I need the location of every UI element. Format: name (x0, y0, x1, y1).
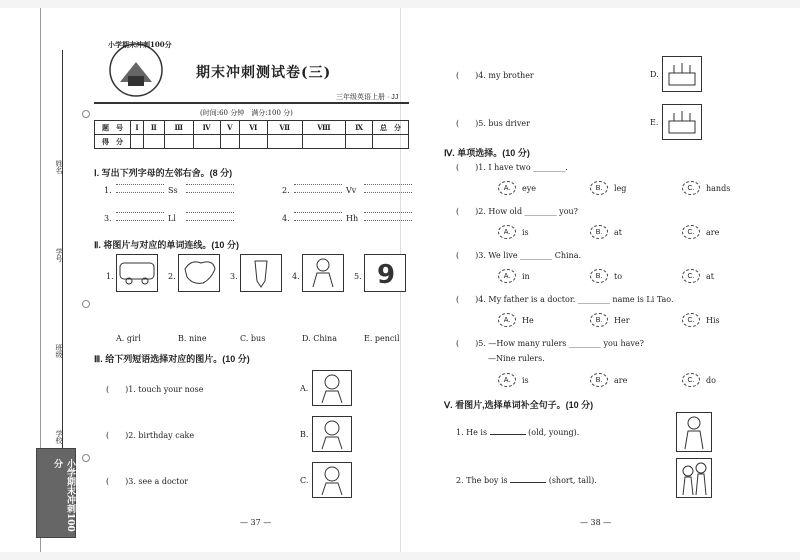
option-c-bubble[interactable]: C. (682, 373, 700, 387)
score-cell[interactable] (193, 135, 220, 149)
option-b-bubble[interactable]: B. (590, 181, 608, 195)
score-header-cell: Ⅷ (302, 121, 345, 135)
section-2-heading: Ⅱ. 将图片与对应的单词连线。(10 分) (94, 240, 239, 250)
letter-write-box-right[interactable] (364, 212, 412, 221)
section-5-heading: Ⅴ. 看图片,选择单词补全句子。(10 分) (444, 400, 594, 410)
score-cell[interactable] (373, 135, 409, 149)
pencil-picture (240, 254, 282, 292)
option-c-bubble[interactable]: C. (682, 313, 700, 327)
spine-band (36, 448, 76, 538)
option-text: is (522, 376, 529, 385)
binding-hole (82, 300, 90, 308)
boy-sitting-picture (662, 104, 702, 140)
score-header-cell: Ⅳ (193, 121, 220, 135)
option-text: eye (522, 184, 536, 193)
option-b-bubble[interactable]: B. (590, 373, 608, 387)
page-number-37: — 37 — (240, 518, 272, 527)
bus-picture (116, 254, 158, 292)
picture-option-letter: B. (300, 430, 309, 439)
page-number-38: — 38 — (580, 518, 612, 527)
score-cell[interactable] (267, 135, 302, 149)
picture-number: 2. (168, 272, 176, 281)
exam-time: (时间:60 分钟 满分:100 分) (200, 109, 293, 117)
letter-write-box-left[interactable] (116, 184, 164, 193)
score-table (94, 120, 409, 149)
score-cell[interactable] (143, 135, 164, 149)
answer-blank[interactable] (490, 434, 526, 435)
fill-sentence (456, 476, 597, 485)
divider (94, 102, 409, 104)
binding-hole (82, 110, 90, 118)
letter-item-number: 3. (104, 214, 112, 223)
score-header-cell: 总 分 (373, 121, 409, 135)
logo-text: 小学期末冲刺100分 (108, 40, 172, 49)
score-cell[interactable] (240, 135, 267, 149)
phrase-item[interactable]: ( )5. bus driver (456, 119, 530, 128)
option-text: are (706, 228, 720, 237)
question-text: ( )5. —How many rulers ________ you have? (456, 339, 644, 348)
name-label: 姓名 (55, 160, 63, 174)
picture-number: 3. (230, 272, 238, 281)
option-a-bubble[interactable]: A. (498, 181, 516, 195)
score-cell[interactable] (346, 135, 373, 149)
option-b-bubble[interactable]: B. (590, 313, 608, 327)
score-header-cell: Ⅶ (267, 121, 302, 135)
page-title: 期末冲刺测试卷(三) (196, 65, 332, 81)
letter-item-number: 4. (282, 214, 290, 223)
option-text: do (706, 376, 716, 385)
score-cell[interactable] (302, 135, 345, 149)
letter-write-box-right[interactable] (186, 212, 234, 221)
score-row-label: 得 分 (95, 135, 131, 149)
letter-write-box-left[interactable] (294, 184, 342, 193)
option-text: are (614, 376, 628, 385)
birthday-cake-picture (312, 416, 352, 452)
binding-hole (82, 454, 90, 462)
option-c-bubble[interactable]: C. (682, 269, 700, 283)
picture-option-letter: C. (300, 476, 309, 485)
score-header-cell: Ⅰ (131, 121, 144, 135)
option-text: is (522, 228, 529, 237)
grade-label: 三年级英语上册 · JJ (336, 94, 399, 101)
score-header-cell: 题 号 (95, 121, 131, 135)
word-option[interactable]: D. China (302, 334, 337, 343)
option-a-bubble[interactable]: A. (498, 225, 516, 239)
letter-pair: Vv (346, 186, 357, 195)
question-text: ( )4. My father is a doctor. ________ name is Li Tao. (456, 295, 674, 304)
phrase-item[interactable]: ( )1. touch your nose (106, 385, 204, 394)
boys-picture-2 (676, 458, 712, 498)
nine-picture (364, 254, 406, 292)
option-text: to (614, 272, 623, 281)
option-b-bubble[interactable]: B. (590, 269, 608, 283)
student-id-label: 学号 (55, 248, 63, 262)
letter-item-number: 2. (282, 186, 290, 195)
section-3-heading: Ⅲ. 给下列短语选择对应的图片。(10 分) (94, 354, 250, 364)
birthday-cake-candles-picture (662, 56, 702, 92)
option-text: He (522, 316, 534, 325)
score-cell[interactable] (164, 135, 193, 149)
score-header-cell: Ⅵ (240, 121, 267, 135)
option-b-bubble[interactable]: B. (590, 225, 608, 239)
letter-write-box-right[interactable] (364, 184, 412, 193)
option-text: hands (706, 184, 731, 193)
boy-picture-1 (676, 412, 712, 452)
letter-pair: Ss (168, 186, 178, 195)
option-a-bubble[interactable]: A. (498, 269, 516, 283)
option-text: at (706, 272, 714, 281)
letter-pair: Ll (168, 214, 176, 223)
score-cell[interactable] (220, 135, 239, 149)
picture-number: 1. (106, 272, 114, 281)
class-label: 班级 (55, 344, 63, 358)
picture-number: 5. (354, 272, 362, 281)
option-c-bubble[interactable]: C. (682, 225, 700, 239)
score-header-cell: Ⅸ (346, 121, 373, 135)
question-text: ( )1. I have two ________. (456, 163, 568, 172)
picture-option-letter: E. (650, 118, 659, 127)
fill-sentence (456, 428, 579, 437)
option-text: Her (614, 316, 630, 325)
picture-option-letter: D. (650, 70, 659, 79)
picture-option-letter: A. (300, 384, 309, 393)
question-text: ( )2. How old ________ you? (456, 207, 578, 216)
fill-line (62, 50, 63, 490)
sentence-start: 2. The boy is (456, 476, 511, 485)
score-header-cell: Ⅱ (143, 121, 164, 135)
option-c-bubble[interactable]: C. (682, 181, 700, 195)
letter-pair: Hh (346, 214, 359, 223)
sentence-end: (short, tall). (546, 476, 597, 485)
option-text: leg (614, 184, 627, 193)
option-a-bubble[interactable]: A. (498, 313, 516, 327)
score-header-cell: Ⅲ (164, 121, 193, 135)
section-4-heading: Ⅳ. 单项选择。(10 分) (444, 148, 530, 158)
doctor-picture (312, 462, 352, 498)
score-cell[interactable] (131, 135, 144, 149)
score-header-cell: Ⅴ (220, 121, 239, 135)
girl-picture (302, 254, 344, 292)
phrase-item[interactable]: ( )4. my brother (456, 71, 534, 80)
china-map-picture (178, 254, 220, 292)
option-text: His (706, 316, 720, 325)
letter-item-number: 1. (104, 186, 112, 195)
word-option[interactable]: A. girl (116, 334, 141, 343)
word-option[interactable]: E. pencil (364, 334, 400, 343)
option-a-bubble[interactable]: A. (498, 373, 516, 387)
phrase-item[interactable]: ( )2. birthday cake (106, 431, 195, 440)
answer-blank[interactable] (510, 482, 546, 483)
sentence-start: 1. He is (456, 428, 490, 437)
touch-nose-picture (312, 370, 352, 406)
letter-write-box-left[interactable] (116, 212, 164, 221)
school-label: 学校 (55, 430, 63, 444)
letter-write-box-left[interactable] (294, 212, 342, 221)
word-option[interactable]: C. bus (240, 334, 266, 343)
question-text: ( )3. We live ________ China. (456, 251, 582, 260)
option-text: in (522, 272, 530, 281)
svg-text:9: 9 (377, 260, 396, 289)
answer-text: —Nine rulers. (488, 354, 545, 363)
word-option[interactable]: B. nine (178, 334, 207, 343)
phrase-item[interactable]: ( )3. see a doctor (106, 477, 189, 486)
sentence-end: (old, young). (525, 428, 580, 437)
picture-number: 4. (292, 272, 300, 281)
letter-write-box-right[interactable] (186, 184, 234, 193)
option-text: at (614, 228, 622, 237)
spine-band-text: 小学期末冲刺100分 (52, 459, 75, 532)
section-1-heading: Ⅰ. 写出下列字母的左邻右舍。(8 分) (94, 168, 233, 178)
